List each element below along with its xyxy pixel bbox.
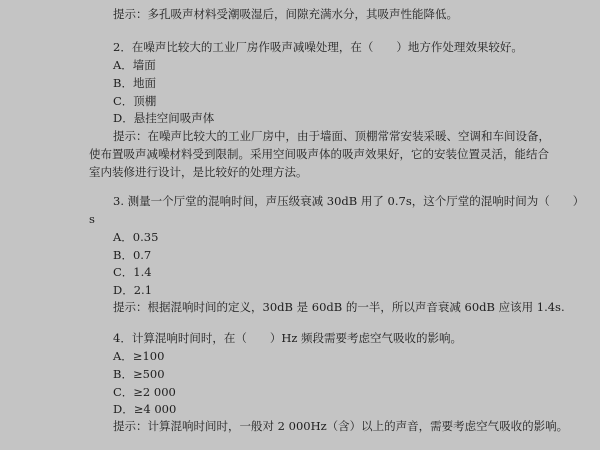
question-3-hint: 提示：根据混响时间的定义，30dB 是 60dB 的一半，所以声音衰减 60dB 应该用 1.4s. xyxy=(113,300,565,314)
question-2-title: 2．在噪声比较大的工业厂房作吸声减噪处理，在（ ）地方作处理效果较好。 xyxy=(113,40,523,54)
question-4-hint: 提示：计算混响时间时，一般对 2 000Hz（含）以上的声音，需要考虑空气吸收的影响。 xyxy=(113,419,569,433)
question-3-option-c: C．1.4 xyxy=(113,265,152,279)
question-4-option-d: D．≥4 000 xyxy=(113,402,177,416)
question-3-option-d: D．2.1 xyxy=(113,283,153,297)
question-2-option-c: C．顶棚 xyxy=(113,94,157,108)
question-3-title: 3. 测量一个厅堂的混响时间，声压级衰减 30dB 用了 0.7s，这个厅堂的混响时间为（ ） xyxy=(113,194,585,208)
question-2-option-d: D．悬挂空间吸声体 xyxy=(113,111,215,125)
question-2-hint-line-1: 提示：在噪声比较大的工业厂房中，由于墙面、顶棚常常安装采暖、空调和车间设备， xyxy=(113,129,550,143)
question-4-option-b: B．≥500 xyxy=(113,367,165,381)
question-3-option-a: A．0.35 xyxy=(113,230,159,244)
question-4-title: 4．计算混响时间时，在（ ）Hz 频段需要考虑空气吸收的影响。 xyxy=(113,331,463,345)
question-2-hint-line-2: 使布置吸声减噪材料受到限制。采用空间吸声体的吸声效果好，它的安装位置灵活，能结合 xyxy=(89,147,549,161)
question-2-option-a: A．墙面 xyxy=(113,58,156,72)
question-4-option-c: C．≥2 000 xyxy=(113,385,176,399)
hint-q1: 提示：多孔吸声材料受潮吸湿后，间隙充满水分，其吸声性能降低。 xyxy=(113,7,458,21)
question-3-option-b: B．0.7 xyxy=(113,248,152,262)
question-2-hint-line-3: 室内装修进行设计，是比较好的处理方法。 xyxy=(89,165,308,179)
question-2-option-b: B．地面 xyxy=(113,76,156,90)
question-4-option-a: A．≥100 xyxy=(113,349,165,363)
question-3-title-wrap: s xyxy=(89,212,95,226)
